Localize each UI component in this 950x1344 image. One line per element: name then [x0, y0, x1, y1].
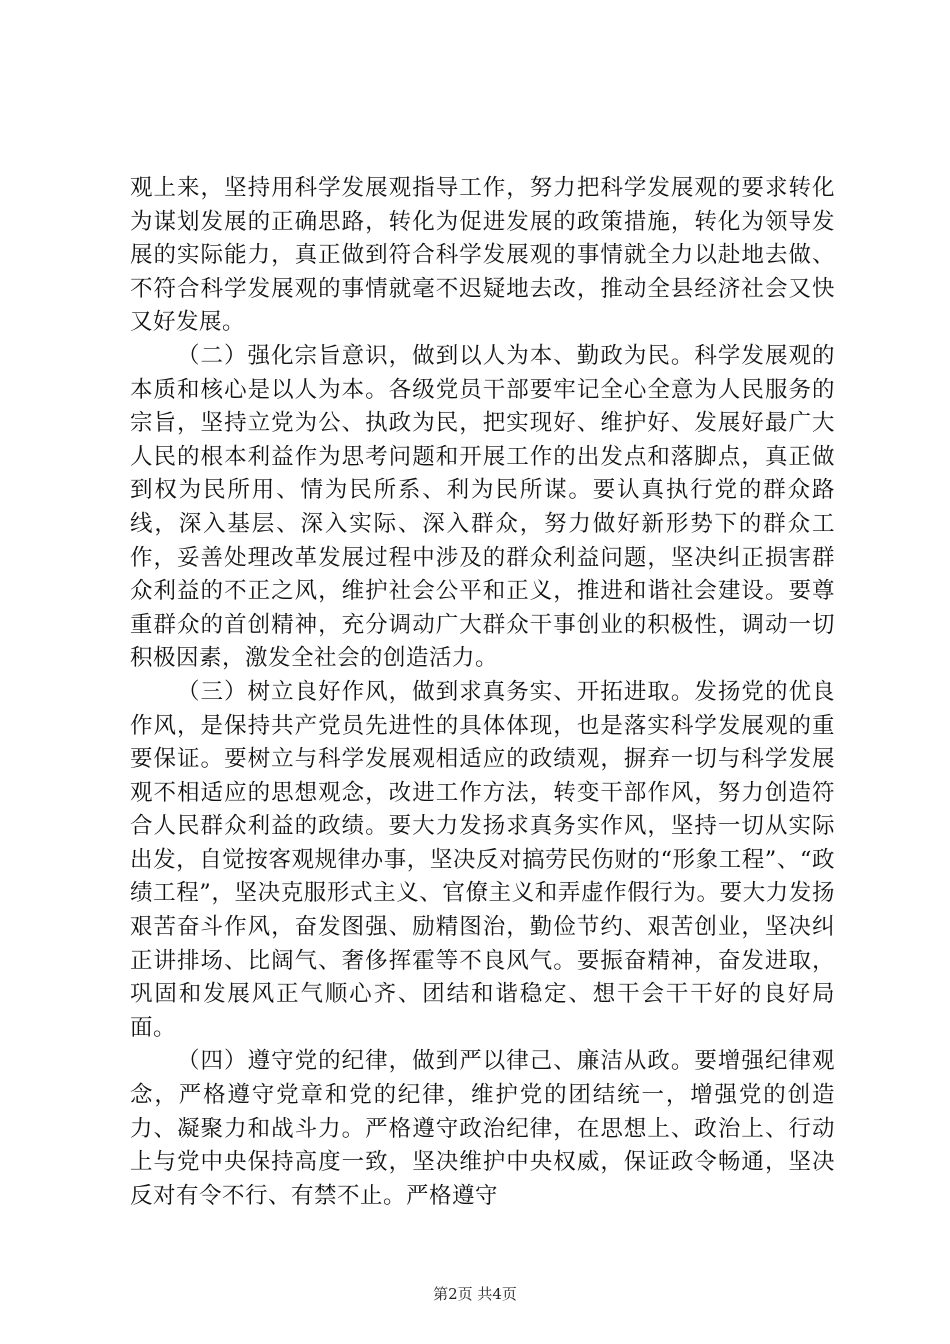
paragraph-section-4: （四）遵守党的纪律，做到严以律己、廉洁从政。要增强纪律观念，严格遵守党章和党的纪律，维护党的团结统一，增强党的创造力、凝聚力和战斗力。严格遵守政治纪律，在思想上、政治上、行动上与党中央保持高度一致，坚决维护中央权威，保证政令畅通，坚决反对有令不行、有禁不止。严格遵守: [130, 1048, 835, 1209]
paragraph-section-3: （三）树立良好作风，做到求真务实、开拓进取。发扬党的优良作风，是保持共产党员先进性的具体体现，也是落实科学发展观的重要保证。要树立与科学发展观相适应的政绩观，摒弃一切与科学发展观不相适应的思想观念，改进工作方法，转变干部作风，努力创造符合人民群众利益的政绩。要大力发扬求真务实作风，坚持一切从实际出发，自觉按客观规律办事，坚决反对搞劳民伤财的“形象工程”、“政绩工程”，坚决克服形式主义、官僚主义和弄虚作假行为。要大力发扬艰苦奋斗作风，奋发图强、励精图治，勤俭节约、艰苦创业，坚决纠正讲排场、比阔气、奢侈挥霍等不良风气。要振奋精神，奋发进取，巩固和发展风正气顺心齐、团结和谐稳定、想干会干干好的良好局面。: [130, 678, 835, 1041]
paragraph-section-2: （二）强化宗旨意识，做到以人为本、勤政为民。科学发展观的本质和核心是以人为本。各级党员干部要牢记全心全意为人民服务的宗旨，坚持立党为公、执政为民，把实现好、维护好、发展好最广大人民的根本利益作为思考问题和开展工作的出发点和落脚点，真正做到权为民所用、情为民所系、利为民所谋。要认真执行党的群众路线，深入基层、深入实际、深入群众，努力做好新形势下的群众工作，妥善处理改革发展过程中涉及的群众利益问题，坚决纠正损害群众利益的不正之风，维护社会公平和正义，推进和谐社会建设。要尊重群众的首创精神，充分调动广大群众干事创业的积极性，调动一切积极因素，激发全社会的创造活力。: [130, 342, 835, 672]
paragraph-continuation: 观上来，坚持用科学发展观指导工作，努力把科学发展观的要求转化为谋划发展的正确思路，转化为促进发展的政策措施，转化为领导发展的实际能力，真正做到符合科学发展观的事情就全力以赴地去做、不符合科学发展观的事情就毫不迟疑地去改，推动全县经济社会又快又好发展。: [130, 175, 835, 336]
page-number-footer: 第2页 共4页: [433, 1285, 517, 1303]
document-body: [130, 172, 835, 1213]
